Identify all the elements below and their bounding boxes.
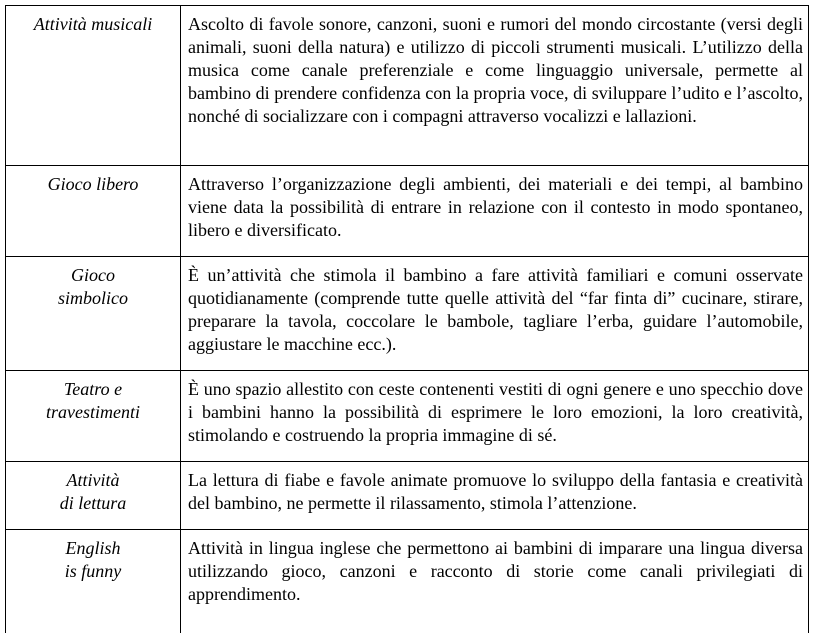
activity-name: simbolico bbox=[12, 287, 174, 310]
table-row bbox=[6, 530, 809, 633]
activity-name-cell bbox=[6, 6, 181, 166]
activity-description: Ascolto di favole sonore, canzoni, suoni e rumori del mondo circostante (versi degli animali, suoni della natura) e utilizzo di piccoli strumenti musicali. L’utilizzo della musica come canale preferenziale e come linguaggio universale, permette al bambino di prendere confidenza con la propria voce, di sviluppare l’udito e l’ascolto, nonché di socializzare con i compagni attraverso vocalizzi e lallazioni. bbox=[181, 6, 809, 166]
activity-name: is funny bbox=[12, 560, 174, 583]
activity-name: Attività musicali bbox=[12, 13, 174, 36]
activity-description: Attività in lingua inglese che permettono ai bambini di imparare una lingua diversa utilizzando gioco, canzoni e racconto di storie come canali privilegiati di apprendimento. bbox=[181, 530, 809, 633]
activity-name: Gioco bbox=[12, 264, 174, 287]
activity-description: È un’attività che stimola il bambino a fare attività familiari e comuni osservate quotidianamente (comprende tutte quelle attività del “far finta di” cucinare, stirare, preparare la tavola, coccolare le bambole, tagliare l’erba, guidare l’automobile, aggiustare le macchine ecc.). bbox=[181, 257, 809, 371]
activity-name: travestimenti bbox=[12, 401, 174, 424]
table-row bbox=[6, 462, 809, 530]
activity-name: Attività bbox=[12, 469, 174, 492]
activity-name-cell bbox=[6, 462, 181, 530]
activity-description: È uno spazio allestito con ceste contenenti vestiti di ogni genere e uno specchio dove i bambini hanno la possibilità di esprimere le loro emozioni, la loro creatività, stimolando e costruendo la propria immagine di sé. bbox=[181, 371, 809, 462]
activities-table bbox=[5, 5, 809, 633]
activity-name: Teatro e bbox=[12, 378, 174, 401]
activity-name-cell bbox=[6, 166, 181, 257]
activity-name-cell bbox=[6, 257, 181, 371]
table-row bbox=[6, 166, 809, 257]
activity-name-cell bbox=[6, 371, 181, 462]
activity-name-cell bbox=[6, 530, 181, 633]
table-row bbox=[6, 257, 809, 371]
table-row bbox=[6, 6, 809, 166]
activity-name: English bbox=[12, 537, 174, 560]
activity-name: Gioco libero bbox=[12, 173, 174, 196]
activity-description: La lettura di fiabe e favole animate promuove lo sviluppo della fantasia e creatività del bambino, ne permette il rilassamento, stimola l’attenzione. bbox=[181, 462, 809, 530]
table-row bbox=[6, 371, 809, 462]
activity-name: di lettura bbox=[12, 492, 174, 515]
activity-description: Attraverso l’organizzazione degli ambienti, dei materiali e dei tempi, al bambino viene data la possibilità di entrare in relazione con il contesto in modo spontaneo, libero e diversificato. bbox=[181, 166, 809, 257]
